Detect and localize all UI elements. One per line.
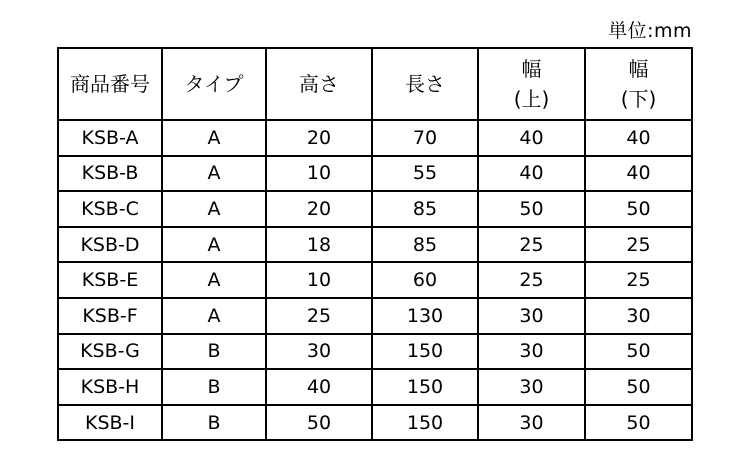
cell-type: A [162,298,266,334]
cell-type: A [162,191,266,227]
table-row [58,156,692,192]
cell-length: 55 [372,156,478,192]
cell-length: 150 [372,369,478,405]
header-length: 長さ [372,48,478,120]
header-height: 高さ [266,48,372,120]
cell-height: 20 [266,120,372,156]
cell-width-bottom: 30 [585,298,692,334]
cell-height: 10 [266,262,372,298]
cell-type: B [162,334,266,370]
cell-width-top: 25 [478,262,585,298]
cell-height: 18 [266,227,372,263]
cell-length: 150 [372,334,478,370]
table-row [58,120,692,156]
cell-type: B [162,405,266,441]
cell-width-top: 30 [478,334,585,370]
cell-width-top: 40 [478,120,585,156]
table-row [58,334,692,370]
cell-height: 20 [266,191,372,227]
cell-height: 25 [266,298,372,334]
cell-width-bottom: 50 [585,191,692,227]
header-width-bottom: 幅 (下) [585,48,692,120]
cell-product-number: KSB-G [58,334,162,370]
cell-width-top: 30 [478,298,585,334]
cell-type: A [162,262,266,298]
cell-product-number: KSB-E [58,262,162,298]
cell-length: 85 [372,227,478,263]
header-row [58,48,692,120]
cell-height: 40 [266,369,372,405]
unit-label: 単位:mm [608,20,692,42]
cell-height: 10 [266,156,372,192]
cell-type: B [162,369,266,405]
cell-product-number: KSB-I [58,405,162,441]
cell-product-number: KSB-D [58,227,162,263]
table-body [58,120,692,440]
header-width-top: 幅 (上) [478,48,585,120]
cell-width-bottom: 25 [585,262,692,298]
table-row [58,191,692,227]
cell-product-number: KSB-B [58,156,162,192]
cell-height: 50 [266,405,372,441]
cell-product-number: KSB-C [58,191,162,227]
cell-width-bottom: 40 [585,156,692,192]
cell-width-bottom: 40 [585,120,692,156]
cell-length: 60 [372,262,478,298]
cell-length: 85 [372,191,478,227]
cell-width-top: 40 [478,156,585,192]
cell-width-bottom: 50 [585,334,692,370]
cell-product-number: KSB-F [58,298,162,334]
cell-type: A [162,120,266,156]
header-product-number: 商品番号 [58,48,162,120]
cell-width-top: 30 [478,369,585,405]
table-row [58,262,692,298]
cell-type: A [162,227,266,263]
header-type: タイプ [162,48,266,120]
cell-length: 130 [372,298,478,334]
table-row [58,298,692,334]
cell-width-bottom: 50 [585,405,692,441]
cell-type: A [162,156,266,192]
cell-length: 70 [372,120,478,156]
cell-width-bottom: 50 [585,369,692,405]
cell-width-top: 30 [478,405,585,441]
cell-width-top: 25 [478,227,585,263]
table-row [58,369,692,405]
cell-product-number: KSB-A [58,120,162,156]
table-row [58,405,692,441]
cell-width-top: 50 [478,191,585,227]
table-row [58,227,692,263]
spec-table [57,47,693,441]
cell-length: 150 [372,405,478,441]
cell-product-number: KSB-H [58,369,162,405]
cell-height: 30 [266,334,372,370]
cell-width-bottom: 25 [585,227,692,263]
